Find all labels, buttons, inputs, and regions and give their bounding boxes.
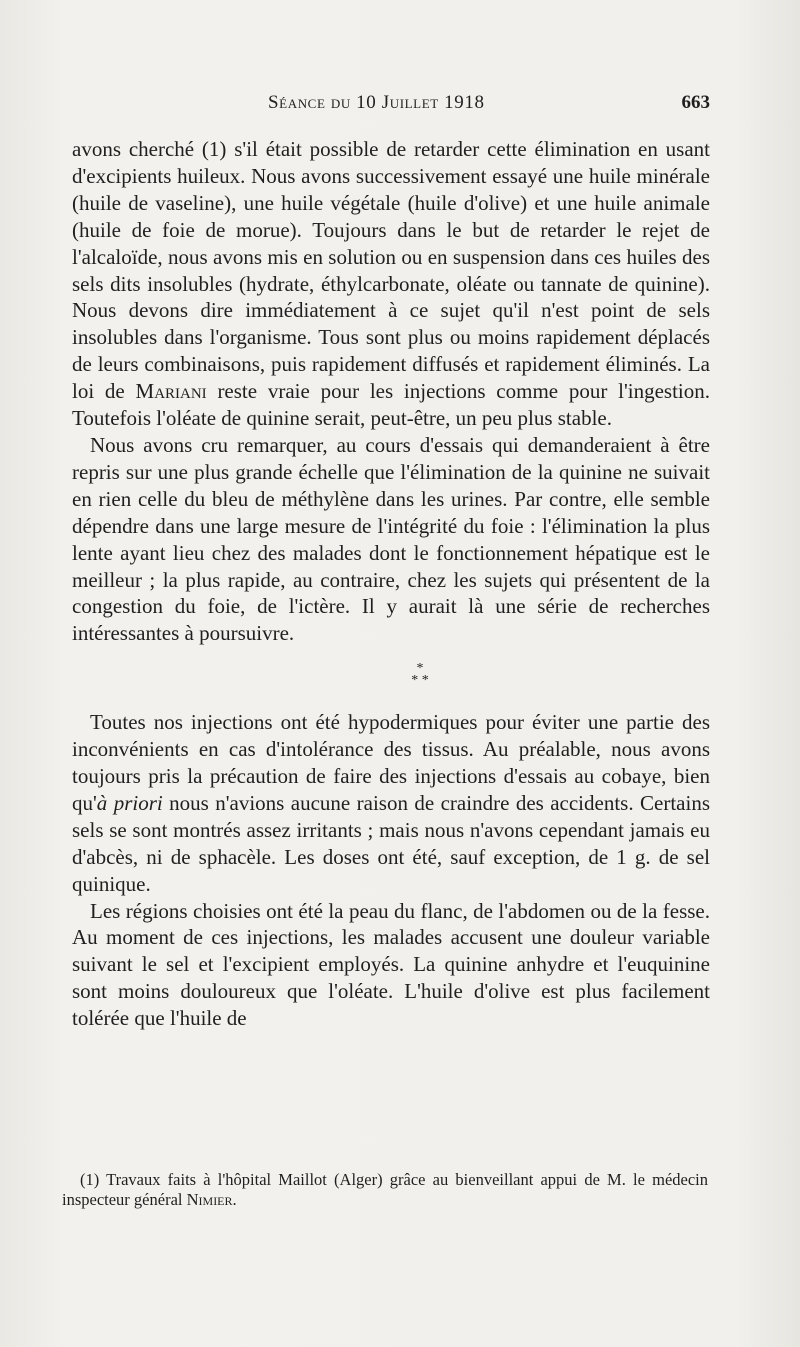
italic-phrase: à priori xyxy=(96,790,163,815)
footnote-text xyxy=(62,1170,708,1210)
asterism-bottom: * * xyxy=(411,673,429,689)
footnote-end: . xyxy=(232,1190,237,1209)
author-name-mariani: Mariani xyxy=(135,379,207,404)
paragraph-3-part-a: Toutes nos injections ont été hypodermiques pour éviter une partie des inconvénients en cas d'intolérance des tissus. Au préalable, nous avons toujours pris la précaution de faire des injections d'essais au cobaye, bien qu' xyxy=(72,710,710,815)
page-header xyxy=(0,92,800,116)
section-asterism xyxy=(72,663,710,687)
body-text xyxy=(72,136,710,1032)
paragraph-1 xyxy=(72,136,710,432)
paragraph-1-part-b: reste vraie pour les injections comme pour l'ingestion. Toutefois l'oléate de quinine serait, peut-être, un peu plus stable. xyxy=(72,379,710,431)
paragraph-4: Les régions choisies ont été la peau du flanc, de l'abdomen ou de la fesse. Au moment de ces injections, les malades accusent une douleur variable suivant le sel et l'excipient employés. La quinine anhydre et l'euquinine sont moins douloureux que l'oléate. L'huile d'olive est plus facilement tolérée que l'huile de xyxy=(72,898,710,1031)
paragraph-1-part-a: avons cherché (1) s'il était possible de retarder cette élimination en usant d'excipients huileux. Nous avons successivement essayé une huile minérale (huile de vaseline), une huile végétale (huile d'olive) et une huile animale (huile de foie de morue). Toujours dans le but de retarder le rejet de l'alcaloïde, nous avons mis en solution ou en suspension dans ces huiles des sels dits insolubles (hydrate, éthylcarbonate, oléate ou tannate de quinine). Nous devons dire immédiatement à ce sujet qu'il n'est point de sels insolubles dans l'organisme. Tous sont plus ou moins rapidement déplacés de leurs combinaisons, puis rapidement diffusés et rapidement éliminés. La loi de xyxy=(72,137,710,404)
author-name-nimier: Nimier xyxy=(186,1190,233,1209)
paragraph-2: Nous avons cru remarquer, au cours d'essais qui demanderaient à être repris sur une plus grande échelle que l'élimination de la quinine ne suivait en rien celle du bleu de méthylène dans les urines. Par contre, elle semble dépendre dans une large mesure de l'intégrité du foie : l'élimination la plus lente ayant lieu chez des malades dont le fonctionnement hépatique est le meilleur ; la plus rapide, au contraire, chez les sujets qui présentent de la congestion du foie, de l'ictère. Il y aurait là une série de recherches intéressantes à poursuivre. xyxy=(72,432,710,646)
footnote-body: (1) Travaux faits à l'hôpital Maillot (Alger) grâce au bienveillant appui de M. le médecin inspecteur général xyxy=(62,1170,708,1209)
asterism-top: * xyxy=(416,661,424,677)
footnote xyxy=(62,1170,708,1210)
page-number: 663 xyxy=(681,92,710,113)
paragraph-3 xyxy=(72,709,710,897)
paragraph-3-part-b: nous n'avions aucune raison de craindre des accidents. Certains sels se sont montrés assez irritants ; mais nous n'avons cependant jamais eu d'abcès, ni de sphacèle. Les doses ont été, sauf exception, de 1 g. de sel quinique. xyxy=(72,790,710,896)
running-head: Séance du 10 Juillet 1918 xyxy=(268,92,485,113)
